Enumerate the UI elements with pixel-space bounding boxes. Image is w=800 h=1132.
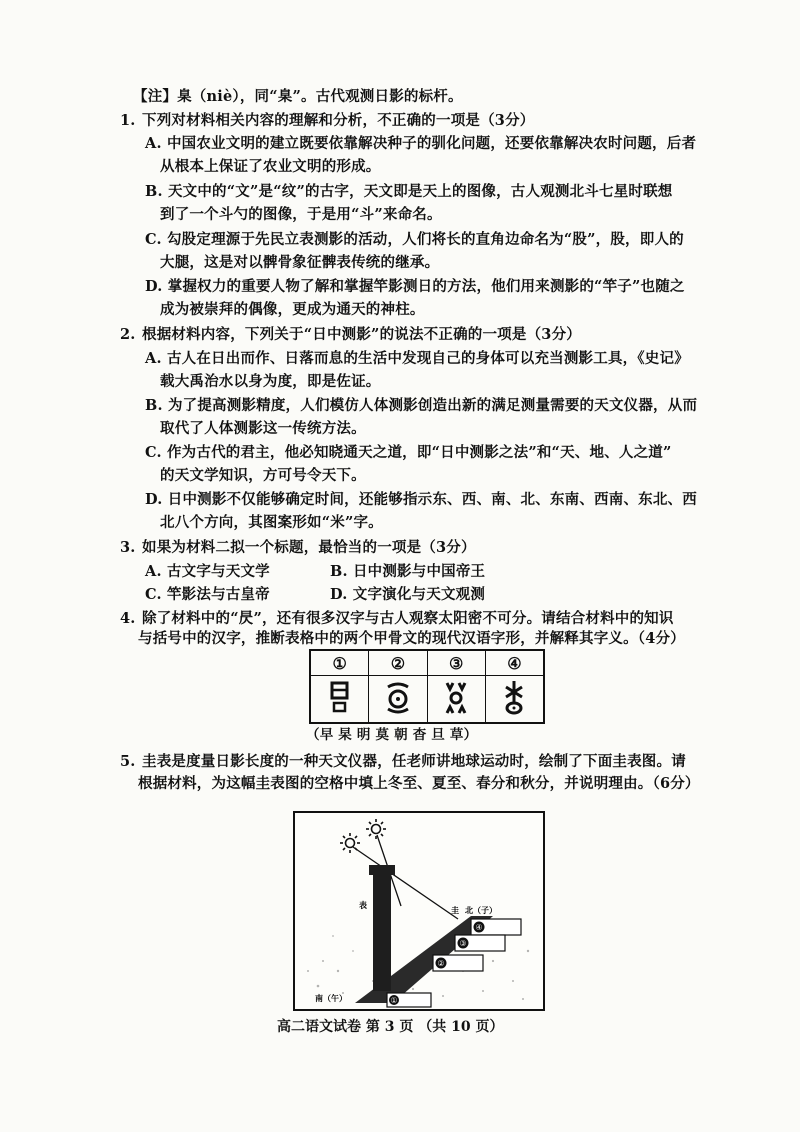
oracle-bone-glyph-table [309,649,545,724]
q3-option-a: A. 古文字与天文学 [145,563,270,580]
q5-number: 5. [120,753,136,770]
q2-option-d-line2: 北八个方向，其图案形如“米”字。 [160,514,383,531]
slot-1-number: ① [390,996,398,1005]
answer-slot-1 [387,993,431,1007]
answer-slot-4 [471,919,521,935]
biao-pole [373,871,391,991]
q5-stem-line2: 根据材料，为这幅圭表图的空格中填上冬至、夏至、春分和秋分，并说明理由。（6分） [138,775,700,792]
q5-stem-line1 [120,752,686,772]
q3-text: 如果为材料二拟一个标题，最恰当的一项是（3分） [142,539,476,556]
q5-text-1: 圭表是度量日影长度的一种天文仪器，任老师讲地球运动时，绘制了下面圭表图。请 [142,753,686,770]
q2-option-b-line2: 取代了人体测影这一传统方法。 [160,420,366,437]
glyph-cell-1 [310,676,369,724]
q1-number: 1. [120,112,136,129]
q1-option-b-line1: B. 天文中的“文”是“纹”的古字，天文即是天上的图像，古人观测北斗七星时联想 [145,183,673,200]
north-label: 北（子） [465,906,497,915]
q1-option-b-line2: 到了一个斗勺的图像，于是用“斗”来命名。 [160,206,442,223]
glyph-header-1: ① [310,650,369,676]
q1-text: 下列对材料相关内容的理解和分析，不正确的一项是（3分） [142,112,535,129]
glyph-cell-2 [369,676,427,724]
answer-slot-3 [455,935,505,951]
oracle-glyph-sun-moon-icon [378,677,418,717]
q3-stem [120,538,476,558]
q1-option-c-line2: 大腿，这是对以髀骨象征髀表传统的继承。 [160,254,440,271]
south-label: 南（午） [315,994,347,1003]
glyph-header-4: ④ [485,650,544,676]
q4-text-1: 除了材料中的“昃”，还有很多汉字与古人观察太阳密不可分。请结合材料中的知识 [142,610,674,627]
page-footer: 高二语文试卷 第 3 页 （共 10 页） [277,1019,504,1035]
oracle-glyph-sun-under-tree-icon [494,677,534,717]
q1-option-a-line2: 从根本上保证了农业文明的形成。 [160,158,381,175]
biao-label: 表 [359,901,367,910]
slot-2-number: ② [437,959,445,968]
oracle-glyph-sun-in-grass-icon [436,677,476,717]
q3-number: 3. [120,539,136,556]
gui-label: 圭 [451,906,459,915]
q2-stem [120,325,581,345]
glyph-cell-3 [427,676,485,724]
q1-option-a-line1: A. 中国农业文明的建立既要依靠解决种子的驯化问题，还要依靠解决农时问题，后者 [145,135,697,152]
q3-option-c: C. 竿影法与古皇帝 [145,586,270,603]
glyph-cell-4 [485,676,544,724]
q4-number: 4. [120,610,136,627]
q2-option-a-line2: 载大禹治水以身为度，即是佐证。 [160,373,381,390]
q2-number: 2. [120,326,136,343]
q4-stem-line2: 与括号中的汉字，推断表格中的两个甲骨文的现代汉语字形，并解释其字义。（4分） [138,630,685,647]
slot-3-number: ③ [459,939,467,948]
biao-top [369,865,395,875]
q1-option-c-line1: C. 勾股定理源于先民立表测影的活动，人们将长的直角边命名为“股”，股，即人的 [145,231,684,248]
q3-option-b: B. 日中测影与中国帝王 [330,563,486,580]
annotation-note: 【注】臬（niè），同“臬”。古代观测日影的标杆。 [133,88,463,105]
q2-option-a-line1: A. 古人在日出而作、日落而息的生活中发现自己的身体可以充当测影工具，《史记》 [145,350,689,367]
q2-option-b-line1: B. 为了提高测影精度，人们模仿人体测影创造出新的满足测量需要的天文仪器，从而 [145,397,698,414]
slot-4-number: ④ [475,923,483,932]
q1-stem [120,111,535,131]
q1-option-d-line2: 成为被崇拜的偶像，更成为通天的神柱。 [160,301,425,318]
glyph-header-2: ② [369,650,427,676]
q2-text: 根据材料内容，下列关于“日中测影”的说法不正确的一项是（3分） [142,326,581,343]
q2-option-c-line2: 的天文学知识，方可号令天下。 [160,467,366,484]
gnomon-diagram [293,811,545,1011]
answer-slot-2 [433,955,483,971]
q2-option-d-line1: D. 日中测影不仅能够确定时间，还能够指示东、西、南、北、东南、西南、东北、西 [145,491,697,508]
candidate-characters-hint: （早 杲 明 莫 朝 杳 旦 草） [306,727,478,743]
q3-option-d: D. 文字演化与天文观测 [330,586,486,603]
q4-stem-line1 [120,609,674,629]
glyph-header-3: ③ [427,650,485,676]
oracle-glyph-sun-over-ground-icon [320,677,360,717]
q2-option-c-line1: C. 作为古代的君主，他必知晓通天之道，即“日中测影之法”和“天、地、人之道” [145,444,672,461]
q1-option-d-line1: D. 掌握权力的重要人物了解和掌握竿影测日的方法，他们用来测影的“竿子”也随之 [145,278,685,295]
gnomon-diagram-drawing [293,811,545,1011]
